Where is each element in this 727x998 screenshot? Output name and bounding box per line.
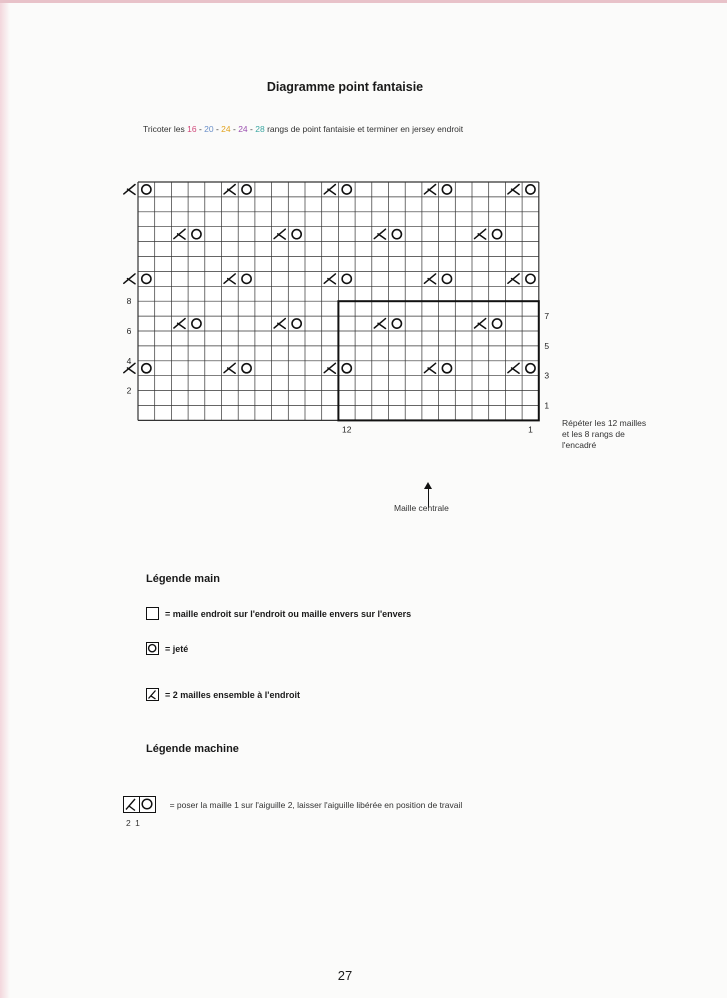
- row-label-right: 3: [544, 370, 550, 381]
- repeat-note-line: et les 8 rangs de: [562, 429, 625, 439]
- instructions-prefix: Tricoter les: [143, 124, 185, 134]
- empty-square-icon: [146, 607, 159, 620]
- legend-item: [146, 642, 188, 655]
- k2tog-icon: [146, 688, 159, 701]
- repeat-note-line: Répéter les 12 mailles: [562, 418, 647, 428]
- row-counts: [187, 124, 265, 134]
- row-count-separator: -: [230, 124, 239, 134]
- row-count: 16: [187, 124, 197, 134]
- k2tog-mark: [124, 185, 135, 195]
- row-count: 24: [221, 124, 231, 134]
- legend-machine-text: = poser la maille 1 sur l'aiguille 2, laisser l'aiguille libérée en position de travail: [169, 799, 463, 810]
- page-number: 27: [337, 968, 353, 983]
- row-label-right: 5: [544, 340, 550, 351]
- legend-main-heading: Légende main: [146, 573, 220, 585]
- row-count-separator: -: [213, 124, 222, 134]
- center-stitch-label: Maille centrale: [394, 503, 449, 513]
- page-top-edge: [0, 0, 727, 3]
- instructions-line: [143, 124, 463, 134]
- legend-machine-heading: Légende machine: [146, 743, 239, 755]
- row-label-left: 4: [126, 355, 132, 366]
- legend-item-text: = maille endroit sur l'endroit ou maille envers sur l'envers: [165, 608, 412, 619]
- row-label-left: 2: [126, 385, 132, 396]
- row-count: 28: [255, 124, 265, 134]
- page-title: Diagramme point fantaisie: [266, 80, 424, 94]
- row-count-separator: -: [196, 124, 205, 134]
- circle-icon: [146, 642, 159, 655]
- page-edge: [0, 0, 10, 998]
- row-count-separator: -: [247, 124, 256, 134]
- needle-numbers: 2 1: [126, 818, 141, 828]
- repeat-note-line: l'encadré: [562, 440, 597, 450]
- row-label-right: 7: [544, 311, 550, 322]
- row-count: 20: [204, 124, 214, 134]
- circle-icon: [139, 796, 156, 813]
- knitting-chart: [118, 176, 558, 506]
- k2tog-icon: [123, 796, 140, 813]
- legend-item-text: = jeté: [165, 643, 189, 654]
- column-label: 12: [342, 424, 352, 435]
- column-label: 1: [528, 424, 533, 435]
- instructions-suffix: rangs de point fantaisie et terminer en jersey endroit: [267, 124, 464, 134]
- k2tog-mark: [124, 274, 135, 284]
- machine-symbol: [123, 796, 156, 813]
- legend-item: [146, 607, 411, 620]
- legend-item: [146, 688, 300, 701]
- row-count: 24: [238, 124, 248, 134]
- repeat-note: [562, 418, 646, 451]
- legend-item-text: = 2 mailles ensemble à l'endroit: [165, 689, 300, 700]
- legend-machine-item: [123, 796, 462, 813]
- row-label-left: 8: [126, 296, 132, 307]
- row-label-left: 6: [126, 326, 132, 336]
- row-label-right: 1: [544, 400, 550, 411]
